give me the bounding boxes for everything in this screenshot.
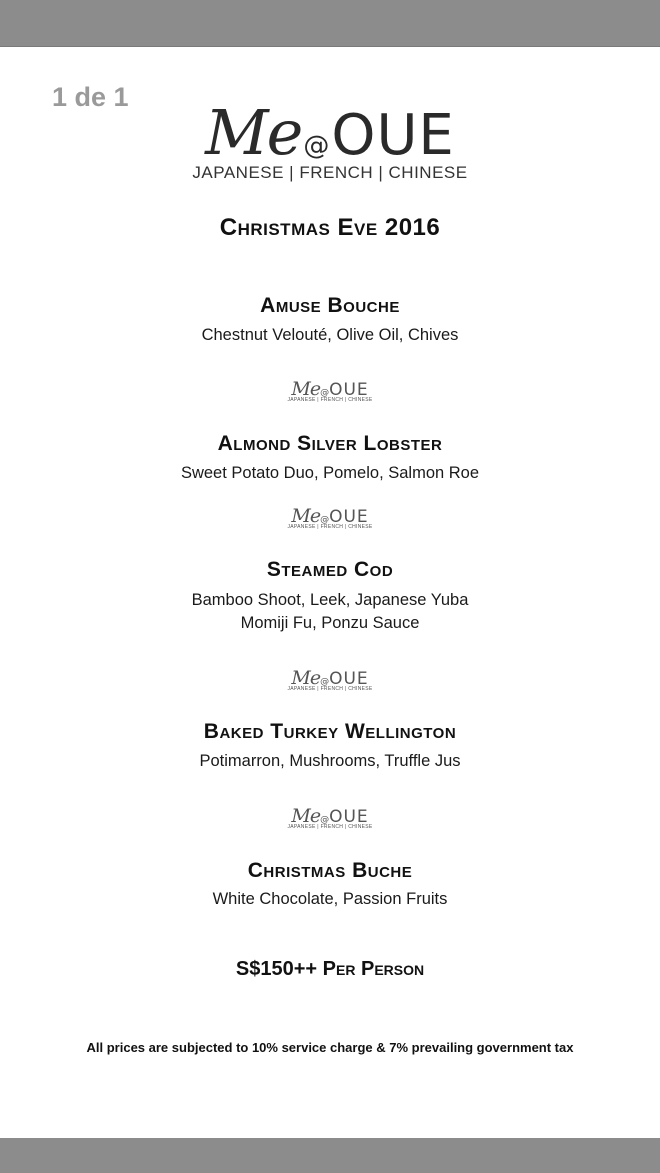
viewer-top-bar	[0, 0, 660, 47]
course-name: Almond Silver Lobster	[217, 432, 443, 455]
logo-me: Me	[205, 96, 302, 169]
restaurant-logo	[0, 96, 660, 183]
logo-me: Me	[291, 667, 321, 689]
logo-oue: OUE	[329, 507, 369, 527]
divider-logo	[0, 378, 660, 403]
logo-tagline: JAPANESE | FRENCH | CHINESE	[287, 824, 373, 830]
logo-me: Me	[291, 378, 321, 400]
course-description: Momiji Fu, Ponzu Sauce	[240, 614, 420, 632]
logo-me: Me	[291, 505, 321, 527]
divider-logo	[0, 805, 660, 830]
tax-footnote: All prices are subjected to 10% service charge & 7% prevailing government tax	[86, 1040, 574, 1055]
divider-logo	[0, 667, 660, 692]
logo-oue: OUE	[329, 669, 369, 689]
logo-at: @	[320, 515, 330, 525]
logo-tagline: JAPANESE | FRENCH | CHINESE	[192, 163, 468, 182]
course-description: Chestnut Velouté, Olive Oil, Chives	[201, 326, 459, 344]
course-name: Amuse Bouche	[260, 294, 400, 317]
logo-oue: OUE	[329, 807, 369, 827]
logo-at: @	[320, 815, 330, 825]
course-name: Steamed Cod	[266, 558, 394, 581]
course-description: Potimarron, Mushrooms, Truffle Jus	[199, 752, 461, 770]
course-name: Christmas Buche	[247, 859, 413, 882]
logo-at: @	[320, 388, 330, 398]
menu-price: S$150++ Per Person	[235, 958, 425, 980]
logo-tagline: JAPANESE | FRENCH | CHINESE	[287, 524, 373, 530]
logo-oue: OUE	[331, 103, 455, 168]
logo-oue: OUE	[329, 380, 369, 400]
logo-at: @	[303, 131, 330, 161]
page-counter: 1 de 1	[52, 82, 129, 112]
logo-tagline: JAPANESE | FRENCH | CHINESE	[287, 397, 373, 403]
viewer-bottom-bar	[0, 1138, 660, 1173]
logo-at: @	[320, 677, 330, 687]
divider-logo	[0, 505, 660, 530]
course-description: Bamboo Shoot, Leek, Japanese Yuba	[191, 591, 469, 609]
course-description: White Chocolate, Passion Fruits	[212, 890, 448, 908]
course-name: Baked Turkey Wellington	[203, 720, 457, 743]
logo-me: Me	[291, 805, 321, 827]
course-description: Sweet Potato Duo, Pomelo, Salmon Roe	[180, 464, 480, 482]
menu-title: Christmas Eve 2016	[219, 214, 441, 241]
logo-tagline: JAPANESE | FRENCH | CHINESE	[287, 686, 373, 692]
